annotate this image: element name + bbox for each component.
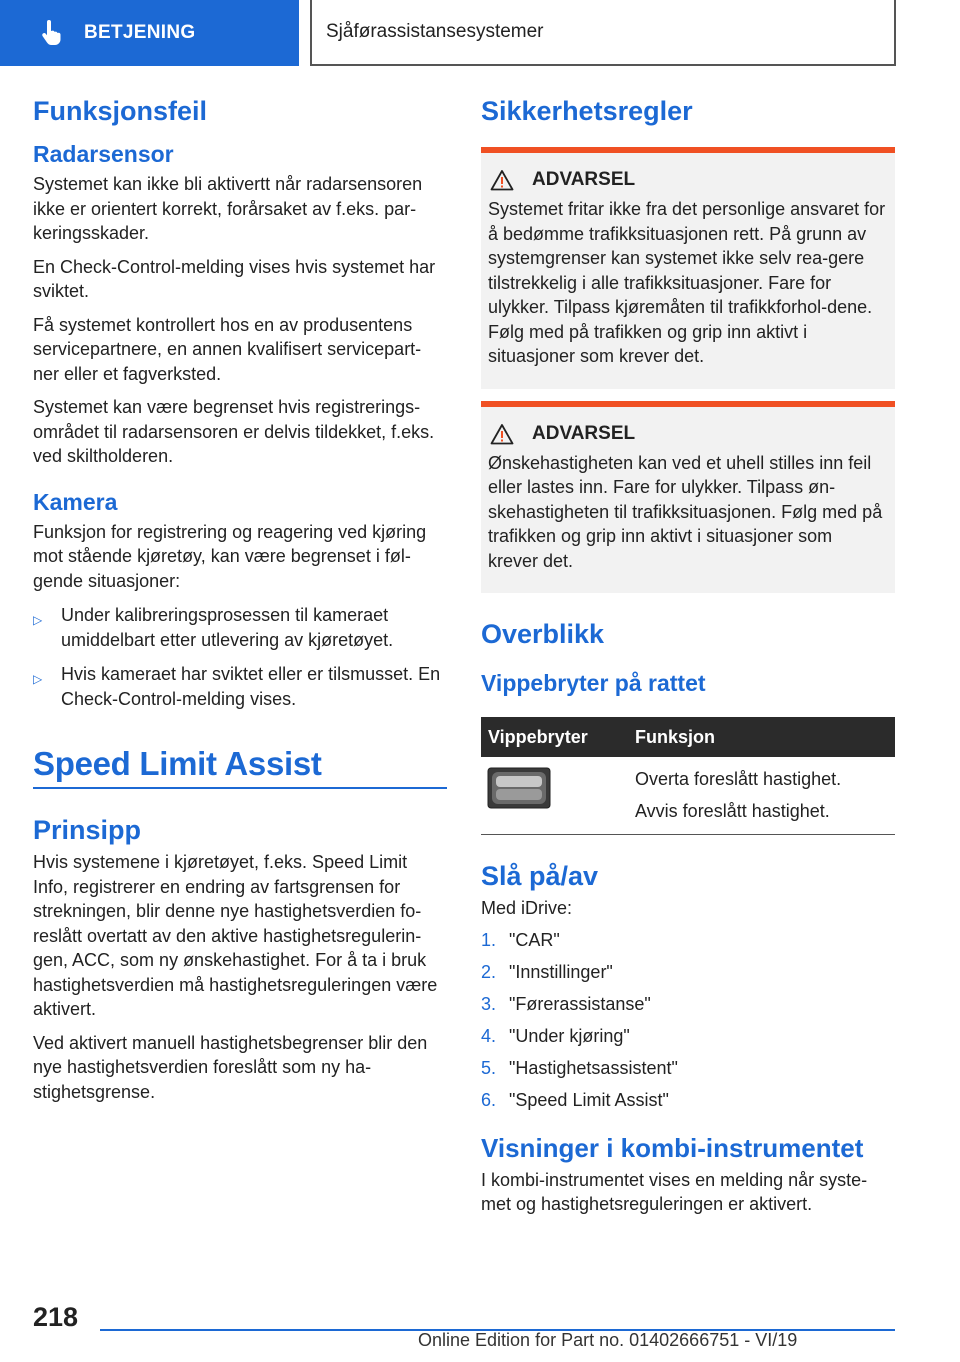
section-header <box>310 0 896 66</box>
triangle-bullet-icon: ▷ <box>33 672 43 686</box>
paragraph: Systemet kan være begrenset hvis registrerings-området til radarsensoren er delvis tildekket, f.eks. ved skiltholderen. <box>33 397 435 466</box>
heading-funksjonsfeil: Funksjonsfeil <box>33 96 208 126</box>
warning-text: Ønskehastigheten kan ved et uhell stilles inn feil eller lastes inn. Fare for ulykker. Tilpass øn-skehastigheten til trafikksituasjonen. Følg med på trafikken og grip inn aktivt i situasjoner som krever det. <box>488 452 883 571</box>
warning-box <box>481 147 895 389</box>
section-title: Sjåførassistansesystemer <box>326 21 544 42</box>
list-item: ▷ Hvis kameraet har sviktet eller er tilsmusset. En Check-Control-melding vises. <box>33 662 447 711</box>
edition-text: Online Edition for Part no. 01402666751 - VI/19 <box>418 1330 798 1350</box>
heading-kamera: Kamera <box>33 488 118 515</box>
paragraph: Ved aktivert manuell hastighetsbegrenser blir den nye hastighetsverdien foreslått som ny ha-stighetsgrense. <box>33 1032 428 1102</box>
heading-vippebryter: Vippebryter på rattet <box>481 670 706 696</box>
hand-pointer-icon <box>38 20 64 46</box>
paragraph: Hvis systemene i kjøretøyet, f.eks. Speed Limit Info, registrerer en endring av fartsgrensen for strekningen, blir denne nye hastighetsverdien fo-reslått overtatt av den aktive hastighetsregulerin-gen, ACC, som ny ønskehastighet. For å ta i bruk hastighetsverdien må hastighetsreguleringen være aktivert. <box>33 852 438 1019</box>
heading-sla-pa-av: Slå på/av <box>481 861 599 891</box>
warning-triangle-icon <box>490 169 514 191</box>
paragraph: Få systemet kontrollert hos en av produsentens servicepartnere, en annen kvalifisert servicepart-ner eller et fagverksted. <box>33 314 422 384</box>
paragraph: En Check-Control-melding vises hvis systemet har sviktet. <box>33 256 436 301</box>
table-header-cell: Funksjon <box>628 717 895 757</box>
list-item: ▷ Under kalibreringsprosessen til kameraet umiddelbart etter utlevering av kjøretøyet. <box>33 603 447 652</box>
bullet-list <box>33 603 447 711</box>
heading-sikkerhetsregler: Sikkerhetsregler <box>481 96 693 126</box>
steps-list <box>481 928 895 1113</box>
paragraph: Med iDrive: <box>481 898 573 918</box>
heading-radarsensor: Radarsensor <box>33 141 174 167</box>
warning-title: ADVARSEL <box>532 169 636 190</box>
warning-box <box>481 401 895 594</box>
chapter-label: BETJENING <box>84 22 196 43</box>
rocker-switch-icon <box>487 767 551 809</box>
heading-visninger: Visninger i kombi-instrumentet <box>481 1132 864 1163</box>
list-item: 1. "CAR" <box>481 930 560 950</box>
page-footer <box>0 1297 960 1362</box>
table-header-row <box>481 717 895 757</box>
paragraph: Systemet kan ikke bli aktivertt når radarsensoren ikke er orientert korrekt, forårsaket av f.eks. par-keringsskader. <box>33 174 423 243</box>
list-item: 2. "Innstillinger" <box>481 962 613 982</box>
right-column <box>481 96 895 1217</box>
triangle-bullet-icon: ▷ <box>33 613 43 627</box>
heading-overblikk: Overblikk <box>481 619 605 649</box>
table-header-cell: Vippebryter <box>481 717 628 757</box>
page-number: 218 <box>33 1302 79 1332</box>
paragraph: Funksjon for registrering og reagering ved kjøring mot stående kjøretøy, kan være begrenset i føl-gende situasjoner: <box>33 521 427 591</box>
heading-speed-limit-assist: Speed Limit Assist <box>33 745 447 789</box>
chapter-tab <box>0 0 299 66</box>
page-header <box>0 0 960 66</box>
list-item: 4. "Under kjøring" <box>481 1026 630 1046</box>
list-item: 6. "Speed Limit Assist" <box>481 1090 669 1110</box>
table-cell-text: Overta foreslått hastighet. <box>635 769 842 789</box>
warning-triangle-icon <box>490 423 514 445</box>
table-cell-text: Avvis foreslått hastighet. <box>635 800 830 821</box>
table-row <box>481 757 895 835</box>
left-column <box>33 96 447 1104</box>
rocker-switch-table <box>481 717 895 835</box>
paragraph: I kombi-instrumentet vises en melding når syste-met og hastighetsreguleringen er aktivert. <box>481 1169 868 1214</box>
list-item: 3. "Førerassistanse" <box>481 994 651 1014</box>
heading-prinsipp: Prinsipp <box>33 815 142 845</box>
warning-text: Systemet fritar ikke fra det personlige ansvaret for å bedømme trafikksituasjonen rett. På grunn av systemgrenser kan systemet ikke selv rea-gere tilstrekkelig i alle trafikksituasjoner. Fare for ulykker. Tilpass kjøremåten til trafikkforhol-dene. Følg med på trafikken og grip inn aktivt i situasjoner som krever det. <box>488 199 886 366</box>
warning-title: ADVARSEL <box>532 422 636 444</box>
list-item: 5. "Hastighetsassistent" <box>481 1058 678 1078</box>
